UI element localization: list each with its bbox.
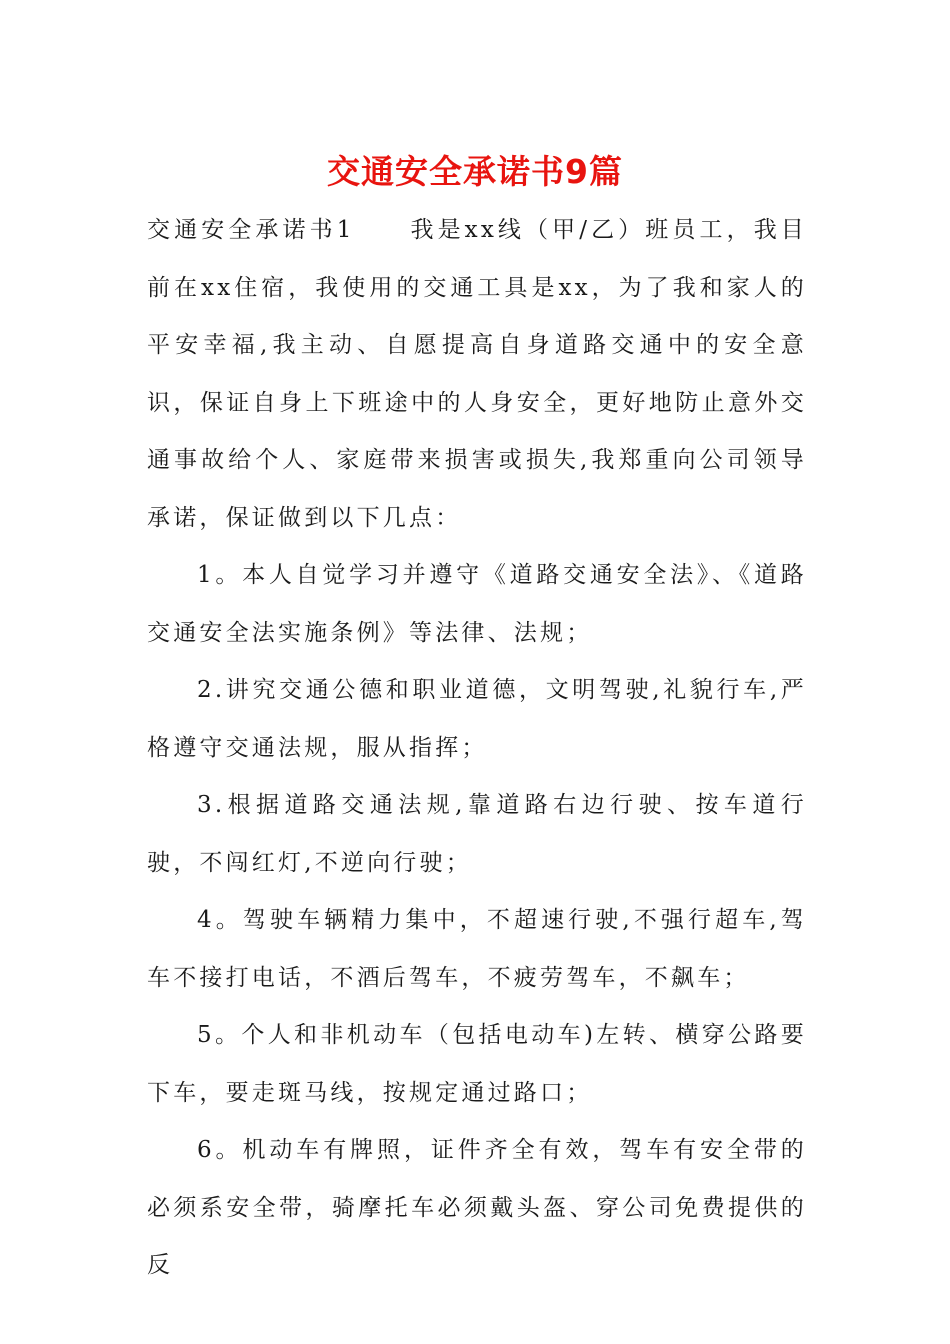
- list-item: 2.讲究交通公德和职业道德，文明驾驶,礼貌行车,严格遵守交通法规，服从指挥；: [147, 677, 807, 761]
- intro-text: 我是xx线（甲/乙）班员工，我目前在xx住宿，我使用的交通工具是xx，为了我和家人的平安幸福,我主动、自愿提高自身道路交通中的安全意识，保证自身上下班途中的人身安全，更好地防止意外交通事故给个人、家庭带来损害或损失,我郑重向公司领导承诺，保证做到以下几点：: [147, 217, 807, 531]
- list-item: 4。驾驶车辆精力集中，不超速行驶,不强行超车,驾车不接打电话，不酒后驾车，不疲劳驾车，不飙车；: [147, 907, 807, 991]
- list-item: 1。本人自觉学习并遵守《道路交通安全法》、《道路交通安全法实施条例》等法律、法规；: [147, 562, 807, 646]
- document-body: [147, 202, 807, 1295]
- list-item: 5。个人和非机动车（包括电动车)左转、横穿公路要下车，要走斑马线，按规定通过路口；: [147, 1022, 807, 1106]
- intro-paragraph: [147, 202, 807, 547]
- list-item: 3.根据道路交通法规,靠道路右边行驶、按车道行驶，不闯红灯,不逆向行驶；: [147, 792, 807, 876]
- list-item: 6。机动车有牌照，证件齐全有效，驾车有安全带的必须系安全带，骑摩托车必须戴头盔、穿公司免费提供的反: [147, 1137, 807, 1278]
- document-title: 交通安全承诺书9篇: [327, 152, 623, 192]
- section-heading: 交通安全承诺书1: [147, 217, 355, 243]
